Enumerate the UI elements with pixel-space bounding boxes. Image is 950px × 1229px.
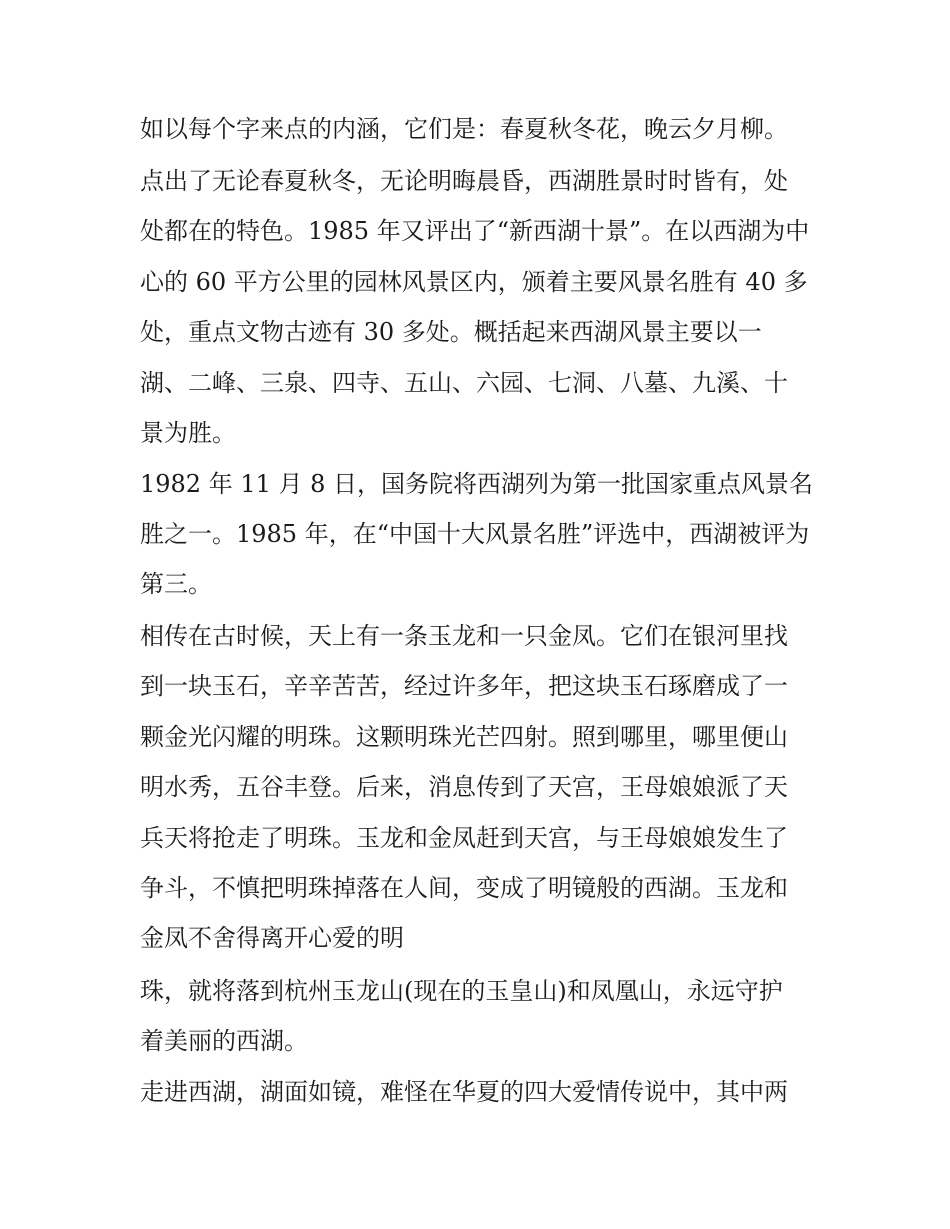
text-line: 1982 年 11 月 8 日，国务院将西湖列为第一批国家重点风景名 <box>140 470 814 498</box>
text-line: 走进西湖，湖面如镜，难怪在华夏的四大爱情传说中，其中两 <box>140 1078 788 1106</box>
text-line: 处都在的特色。1985 年又评出了“新西湖十景”。在以西湖为中 <box>140 217 810 245</box>
text-line: 着美丽的西湖。 <box>140 1027 308 1055</box>
text-line: 景为胜。 <box>140 419 236 447</box>
text-line: 湖、二峰、三泉、四寺、五山、六园、七洞、八墓、九溪、十 <box>140 369 788 397</box>
text-line: 争斗，不慎把明珠掉落在人间，变成了明镜般的西湖。玉龙和 <box>140 874 788 902</box>
text-line: 心的 60 平方公里的园林风景区内，颁着主要风景名胜有 40 多 <box>140 268 808 296</box>
text-line: 如以每个字来点的内涵，它们是：春夏秋冬花，晚云夕月柳。 <box>140 115 788 143</box>
text-line: 珠，就将落到杭州玉龙山(现在的玉皇山)和凤凰山，永远守护 <box>140 977 783 1005</box>
text-line: 相传在古时候，天上有一条玉龙和一只金凤。它们在银河里找 <box>140 622 788 650</box>
text-line: 第三。 <box>140 570 212 598</box>
text-line: 胜之一。1985 年，在“中国十大风景名胜”评选中，西湖被评为 <box>140 520 810 548</box>
text-line: 颗金光闪耀的明珠。这颗明珠光芒四射。照到哪里，哪里便山 <box>140 723 788 751</box>
text-line: 金凤不舍得离开心爱的明 <box>140 924 404 952</box>
text-line: 到一块玉石，辛辛苦苦，经过许多年，把这块玉石琢磨成了一 <box>140 672 788 700</box>
text-line: 处，重点文物古迹有 30 多处。概括起来西湖风景主要以一 <box>140 318 762 346</box>
text-line: 点出了无论春夏秋冬，无论明晦晨昏，西湖胜景时时皆有，处 <box>140 167 788 195</box>
text-line: 明水秀，五谷丰登。后来，消息传到了天宫，王母娘娘派了天 <box>140 773 788 801</box>
text-line: 兵天将抢走了明珠。玉龙和金凤赶到天宫，与王母娘娘发生了 <box>140 824 788 852</box>
